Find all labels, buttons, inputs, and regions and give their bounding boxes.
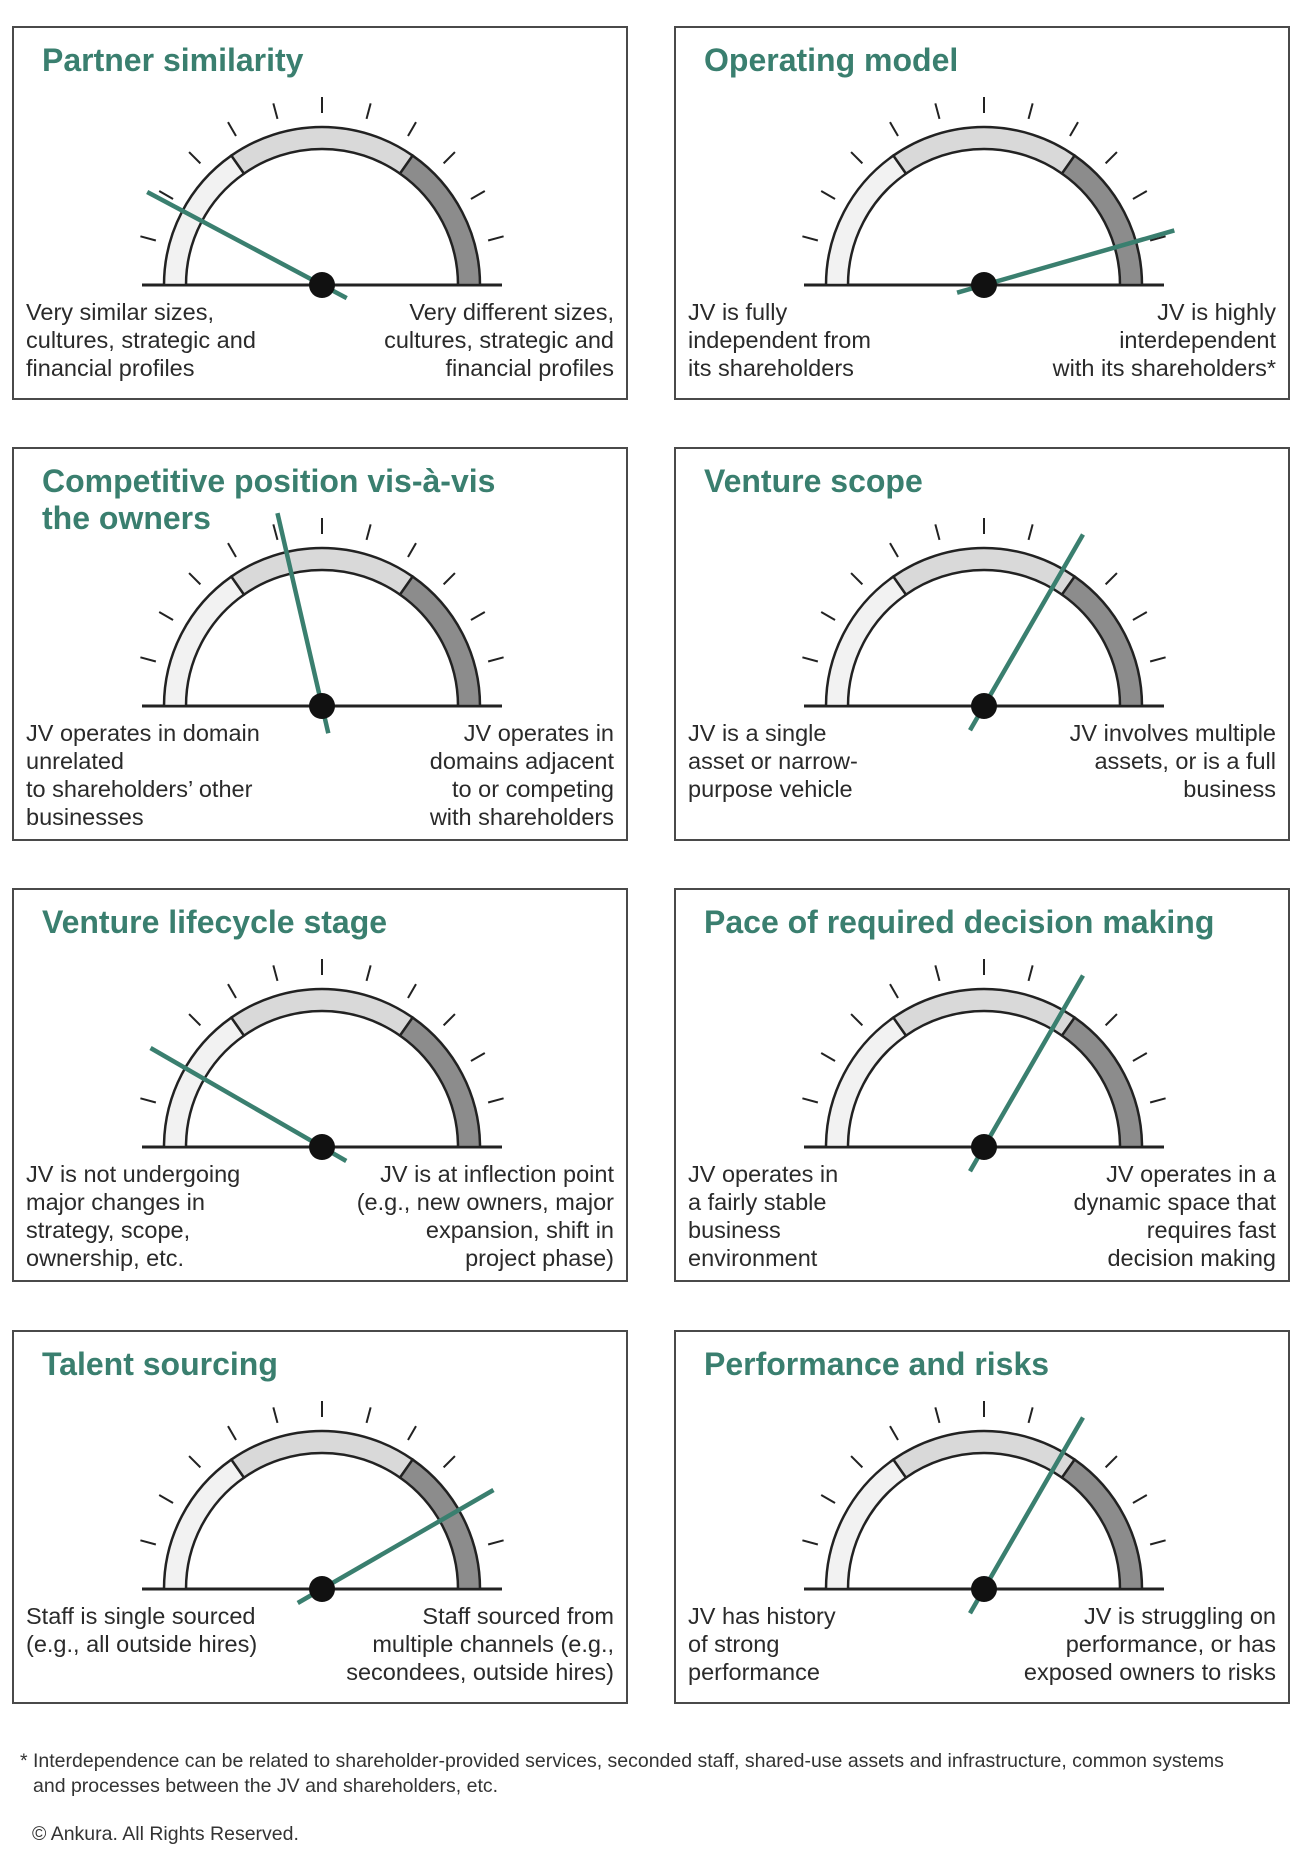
panel-talent-sourcing [12, 1330, 628, 1704]
footnote-text: Interdependence can be related to shareholder-provided services, seconded staff, shared-use assets and infrastructure, common systems and processes between the JV and shareholders, etc. [33, 1750, 1224, 1797]
gauge-tick [802, 1540, 817, 1544]
gauge-tick [189, 152, 200, 163]
gauge-segment-low [164, 1018, 244, 1147]
panel-competitive-position [12, 447, 628, 841]
gauge-tick [228, 122, 236, 136]
gauge-hub [971, 693, 997, 719]
gauge-segment-mid [893, 548, 1074, 595]
left-label: JV operates in domain unrelated to shareholders’ other businesses [26, 720, 260, 830]
gauge-tick [471, 612, 485, 620]
gauge-tick [851, 1014, 862, 1025]
gauge-tick [140, 1098, 155, 1102]
gauge-segment-low [826, 577, 906, 706]
gauge-tick [228, 984, 236, 998]
gauge-segment-high [1062, 1018, 1142, 1147]
right-label: Staff sourced from multiple channels (e.g., secondees, outside hires) [346, 1603, 614, 1685]
gauge-tick [1106, 573, 1117, 584]
gauge-tick [802, 236, 817, 240]
footnote [20, 1749, 1260, 1799]
gauge-tick [935, 103, 939, 118]
right-label: JV involves multiple assets, or is a full business [1069, 720, 1276, 802]
gauge-tick [890, 122, 898, 136]
gauge-tick [1150, 1540, 1165, 1544]
gauge-tick [488, 1098, 503, 1102]
gauge-segment-mid [893, 127, 1074, 174]
gauge-segment-mid [231, 127, 412, 174]
gauge-hub [971, 272, 997, 298]
gauge-tick [1029, 1407, 1033, 1422]
gauge-tick [444, 1456, 455, 1467]
panel-title: Competitive position vis-à-vis the owners [42, 463, 496, 536]
right-label: JV operates in domains adjacent to or competing with shareholders [429, 720, 614, 830]
gauge-tick [408, 984, 416, 998]
gauge-tick [1106, 1014, 1117, 1025]
panel-title: Venture lifecycle stage [42, 904, 388, 940]
left-label: JV is a single asset or narrow- purpose vehicle [688, 720, 858, 802]
gauge-tick [408, 122, 416, 136]
gauge-tick [802, 657, 817, 661]
gauge-tick [471, 191, 485, 199]
left-label: JV is fully independent from its shareholders [688, 299, 871, 381]
gauge-tick [189, 573, 200, 584]
left-label: Very similar sizes, cultures, strategic and financial profiles [26, 299, 256, 381]
gauge-tick [488, 236, 503, 240]
gauge-hub [309, 1134, 335, 1160]
gauge-tick [471, 1053, 485, 1061]
footnote-marker: * [20, 1750, 28, 1772]
gauge-tick [189, 1456, 200, 1467]
gauge-segment-high [1062, 156, 1142, 285]
gauge-tick [140, 1540, 155, 1544]
gauge-tick [367, 103, 371, 118]
gauge-tick [1029, 524, 1033, 539]
gauge-tick [851, 152, 862, 163]
gauge-tick [1029, 103, 1033, 118]
gauge-segment-mid [893, 1431, 1074, 1478]
panel-performance-and-risks [674, 1330, 1290, 1704]
right-label: JV operates in a dynamic space that requires fast decision making [1073, 1161, 1276, 1271]
gauge-tick [935, 965, 939, 980]
gauge-hub [309, 1576, 335, 1602]
copyright: © Ankura. All Rights Reserved. [32, 1823, 299, 1845]
gauge-tick [228, 1426, 236, 1440]
gauge-tick [802, 1098, 817, 1102]
panel-venture-scope [674, 447, 1290, 841]
gauge-tick [890, 543, 898, 557]
gauge-tick [367, 965, 371, 980]
gauge-tick [821, 1495, 835, 1503]
gauge-tick [444, 573, 455, 584]
gauge-hub [971, 1576, 997, 1602]
panel-partner-similarity [12, 26, 628, 400]
gauge-tick [488, 1540, 503, 1544]
gauge-segment-high [400, 577, 480, 706]
gauge-tick [1106, 1456, 1117, 1467]
gauge-tick [890, 1426, 898, 1440]
gauge-segment-low [826, 1460, 906, 1589]
panel-title: Partner similarity [42, 42, 304, 78]
gauge-tick [273, 524, 277, 539]
gauge-tick [890, 984, 898, 998]
gauge-tick [1133, 191, 1147, 199]
panel-title: Performance and risks [704, 1346, 1050, 1382]
panel-operating-model [674, 26, 1290, 400]
panel-title: Pace of required decision making [704, 904, 1215, 940]
gauge-tick [444, 152, 455, 163]
gauge-tick [821, 1053, 835, 1061]
gauge-segment-mid [231, 1431, 412, 1478]
right-label: Very different sizes, cultures, strategic and financial profiles [384, 299, 614, 381]
gauge-tick [851, 1456, 862, 1467]
gauge-tick [1070, 122, 1078, 136]
gauge-tick [935, 1407, 939, 1422]
gauge-tick [1133, 612, 1147, 620]
gauge-tick [273, 1407, 277, 1422]
gauge-tick [189, 1014, 200, 1025]
gauge-tick [140, 236, 155, 240]
gauge-tick [1133, 1053, 1147, 1061]
gauge-tick [1029, 965, 1033, 980]
gauge-segment-low [826, 1018, 906, 1147]
gauge-segment-mid [231, 989, 412, 1036]
gauge-segment-mid [231, 548, 412, 595]
right-label: JV is at inflection point (e.g., new owners, major expansion, shift in project phase) [356, 1161, 614, 1271]
gauge-segment-high [400, 156, 480, 285]
panel-title: Venture scope [704, 463, 923, 499]
gauge-tick [367, 524, 371, 539]
gauge-tick [273, 103, 277, 118]
gauge-hub [971, 1134, 997, 1160]
gauge-tick [935, 524, 939, 539]
gauge-tick [408, 543, 416, 557]
gauge-tick [367, 1407, 371, 1422]
gauge-hub [309, 272, 335, 298]
left-label: JV is not undergoing major changes in strategy, scope, ownership, etc. [26, 1161, 241, 1271]
panel-pace-of-decision-making [674, 888, 1290, 1282]
gauge-tick [228, 543, 236, 557]
gauge-tick [851, 573, 862, 584]
gauge-segment-high [400, 1460, 480, 1589]
gauge-segment-high [1062, 577, 1142, 706]
gauge-tick [1150, 657, 1165, 661]
gauge-tick [408, 1426, 416, 1440]
panel-venture-lifecycle [12, 888, 628, 1282]
gauge-tick [140, 657, 155, 661]
panel-title: Talent sourcing [42, 1346, 278, 1382]
gauge-tick [1150, 1098, 1165, 1102]
right-label: JV is highly interdependent with its shareholders* [1052, 299, 1276, 381]
left-label: Staff is single sourced (e.g., all outside hires) [26, 1603, 258, 1657]
gauge-tick [273, 965, 277, 980]
gauge-segment-low [164, 1460, 244, 1589]
gauge-segment-low [826, 156, 906, 285]
gauge-tick [1133, 1495, 1147, 1503]
gauge-hub [309, 693, 335, 719]
gauge-tick [821, 612, 835, 620]
left-label: JV has history of strong performance [688, 1603, 836, 1685]
gauge-tick [159, 612, 173, 620]
panel-title: Operating model [704, 42, 959, 78]
right-label: JV is struggling on performance, or has exposed owners to risks [1023, 1603, 1276, 1685]
left-label: JV operates in a fairly stable business environment [688, 1161, 839, 1271]
gauge-segment-low [164, 577, 244, 706]
gauge-tick [159, 1495, 173, 1503]
gauge-tick [821, 191, 835, 199]
gauge-segment-mid [893, 989, 1074, 1036]
gauge-segment-high [400, 1018, 480, 1147]
gauge-segment-high [1062, 1460, 1142, 1589]
gauge-tick [1106, 152, 1117, 163]
gauge-tick [444, 1014, 455, 1025]
gauge-tick [488, 657, 503, 661]
